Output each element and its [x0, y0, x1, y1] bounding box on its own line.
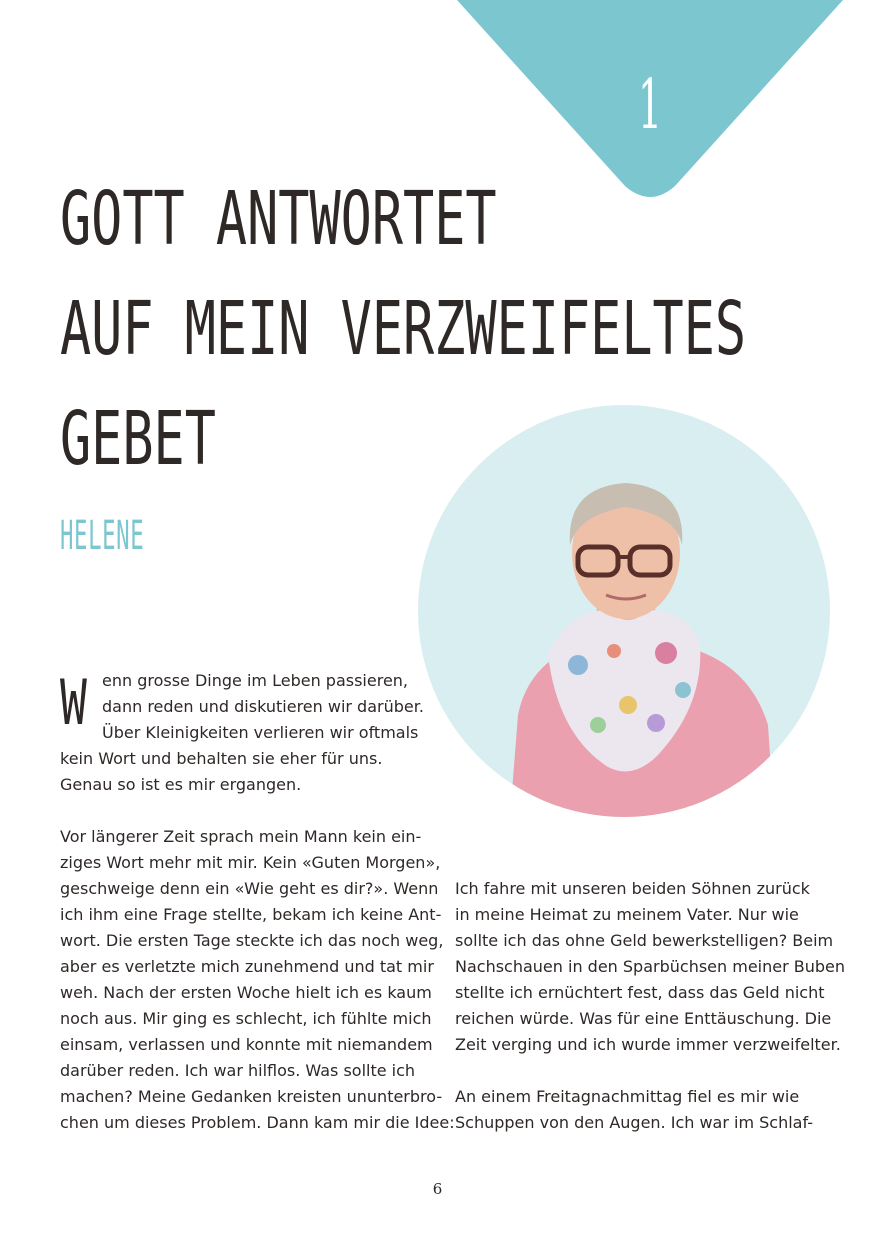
text-line: wort. Die ersten Tage steckte ich das noch weg, — [60, 931, 444, 950]
text-column-left — [60, 668, 455, 1136]
drop-cap: W — [60, 666, 87, 739]
title-line: AUF MEIN VERZWEIFELTES — [60, 286, 747, 372]
text-line: Vor längerer Zeit sprach mein Mann kein ein- — [60, 827, 422, 846]
chapter-number: 1 — [638, 66, 662, 145]
text-line: Über Kleinigkeiten verlieren wir oftmals — [102, 723, 419, 742]
author-portrait — [418, 405, 830, 817]
text-line: geschweige denn ein «Wie geht es dir?». Wenn — [60, 879, 439, 898]
title-line: GOTT ANTWORTET — [60, 176, 497, 262]
text-line: noch aus. Mir ging es schlecht, ich fühlte mich — [60, 1009, 432, 1028]
text-line: Genau so ist es mir ergangen. — [60, 775, 302, 794]
text-line: sollte ich das ohne Geld bewerkstelligen? Beim — [455, 931, 834, 950]
text-line: kein Wort und behalten sie eher für uns. — [60, 749, 383, 768]
text-line: Ich fahre mit unseren beiden Söhnen zurück — [455, 879, 810, 898]
text-line: ziges Wort mehr mit mir. Kein «Guten Morgen», — [60, 853, 441, 872]
text-line: An einem Freitagnachmittag fiel es mir wie — [455, 1087, 800, 1106]
text-line: machen? Meine Gedanken kreisten ununterbro- — [60, 1087, 443, 1106]
text-line: einsam, verlassen und konnte mit niemandem — [60, 1035, 433, 1054]
text-line: chen um dieses Problem. Dann kam mir die Idee: — [60, 1113, 455, 1132]
text-line: enn grosse Dinge im Leben passieren, — [102, 671, 409, 690]
text-line: in meine Heimat zu meinem Vater. Nur wie — [455, 905, 799, 924]
text-line: reichen würde. Was für eine Enttäuschung. Die — [455, 1009, 832, 1028]
text-line: Nachschauen in den Sparbüchsen meiner Buben — [455, 957, 846, 976]
page-number: 6 — [432, 1180, 443, 1198]
text-line: Schuppen von den Augen. Ich war im Schlaf- — [455, 1113, 814, 1132]
text-line: aber es verletzte mich zunehmend und tat mir — [60, 957, 434, 976]
text-line: darüber reden. Ich war hilflos. Was sollte ich — [60, 1061, 416, 1080]
text-line: ich ihm eine Frage stellte, bekam ich keine Ant- — [60, 905, 442, 924]
text-line: weh. Nach der ersten Woche hielt ich es kaum — [60, 983, 432, 1002]
title-line: GEBET — [60, 396, 216, 482]
text-line: stellte ich ernüchtert fest, dass das Geld nicht — [455, 983, 825, 1002]
text-line: dann reden und diskutieren wir darüber. — [102, 697, 424, 716]
text-line: Zeit verging und ich wurde immer verzweifelter. — [455, 1035, 841, 1054]
author-name: HELENE — [60, 513, 145, 559]
text-column-right — [455, 876, 846, 1136]
